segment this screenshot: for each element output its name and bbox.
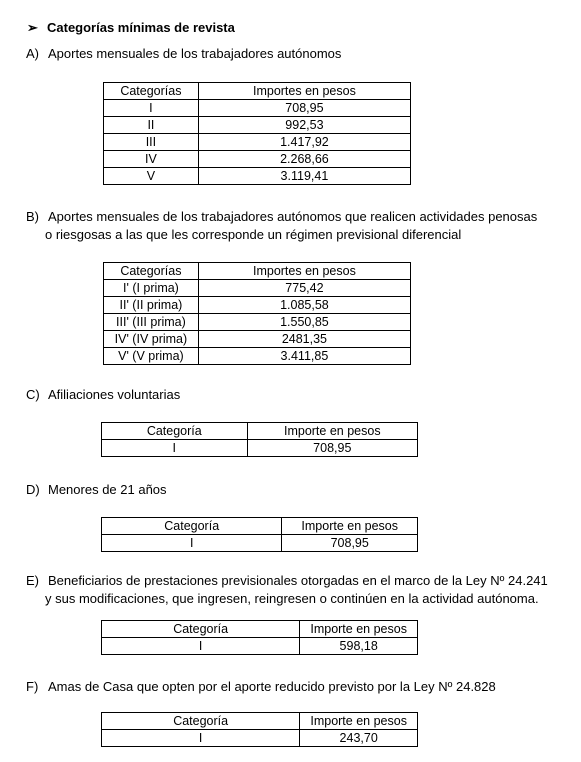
amount-cell: 708,95 bbox=[247, 440, 417, 457]
category-cell: IV bbox=[104, 151, 199, 168]
section-text-continued: y sus modificaciones, que ingresen, reingresen o continúen en la actividad autónoma. bbox=[45, 591, 539, 606]
table-header-row bbox=[102, 621, 418, 638]
table-row bbox=[102, 638, 418, 655]
section-letter: B) bbox=[26, 209, 39, 224]
table-header-row bbox=[104, 263, 411, 280]
column-header: Categoría bbox=[102, 423, 248, 440]
heading-title: Categorías mínimas de revista bbox=[47, 20, 235, 35]
section-b bbox=[26, 208, 537, 244]
table-row bbox=[104, 117, 411, 134]
column-header: Categoría bbox=[102, 621, 300, 638]
section-text: Beneficiarios de prestaciones previsionales otorgadas en el marco de la Ley Nº 24.241 bbox=[48, 573, 548, 588]
table-a bbox=[103, 82, 411, 185]
table-header-row bbox=[102, 423, 418, 440]
column-header: Categorías bbox=[104, 263, 199, 280]
category-cell: III bbox=[104, 134, 199, 151]
section-letter: E) bbox=[26, 573, 39, 588]
category-cell: I bbox=[102, 440, 248, 457]
amount-cell: 1.417,92 bbox=[198, 134, 410, 151]
section-letter: F) bbox=[26, 679, 39, 694]
category-cell: I' (I prima) bbox=[104, 280, 199, 297]
section-letter: C) bbox=[26, 387, 40, 402]
table-f bbox=[101, 712, 418, 747]
table-d bbox=[101, 517, 418, 552]
category-cell: II bbox=[104, 117, 199, 134]
section-text-continued: o riesgosas a las que les corresponde un régimen previsional diferencial bbox=[45, 227, 462, 242]
section-e bbox=[26, 572, 548, 608]
table-row bbox=[102, 535, 418, 552]
amount-cell: 243,70 bbox=[300, 730, 418, 747]
column-header: Categoría bbox=[102, 713, 300, 730]
section-text: Amas de Casa que opten por el aporte reducido previsto por la Ley Nº 24.828 bbox=[48, 679, 496, 694]
category-cell: V bbox=[104, 168, 199, 185]
amount-cell: 708,95 bbox=[282, 535, 418, 552]
category-cell: III' (III prima) bbox=[104, 314, 199, 331]
category-cell: II' (II prima) bbox=[104, 297, 199, 314]
column-header: Categorías bbox=[104, 83, 199, 100]
table-header-row bbox=[104, 83, 411, 100]
page-heading bbox=[27, 20, 235, 36]
section-text: Aportes mensuales de los trabajadores autónomos que realicen actividades penosas bbox=[48, 209, 538, 224]
column-header: Importe en pesos bbox=[282, 518, 418, 535]
category-cell: IV' (IV prima) bbox=[104, 331, 199, 348]
category-cell: I bbox=[102, 535, 282, 552]
column-header: Importes en pesos bbox=[198, 83, 410, 100]
column-header: Categoría bbox=[102, 518, 282, 535]
column-header: Importe en pesos bbox=[247, 423, 417, 440]
section-text: Aportes mensuales de los trabajadores autónomos bbox=[48, 46, 342, 61]
amount-cell: 708,95 bbox=[198, 100, 410, 117]
table-b bbox=[103, 262, 411, 365]
section-text: Afiliaciones voluntarias bbox=[48, 387, 181, 402]
section-f bbox=[26, 678, 496, 696]
table-row bbox=[104, 168, 411, 185]
table-row bbox=[104, 280, 411, 297]
section-letter: D) bbox=[26, 482, 40, 497]
amount-cell: 2481,35 bbox=[198, 331, 410, 348]
category-cell: V' (V prima) bbox=[104, 348, 199, 365]
section-a bbox=[26, 45, 341, 63]
amount-cell: 1.085,58 bbox=[198, 297, 410, 314]
table-header-row bbox=[102, 713, 418, 730]
category-cell: I bbox=[104, 100, 199, 117]
section-c bbox=[26, 386, 180, 404]
column-header: Importes en pesos bbox=[198, 263, 410, 280]
column-header: Importe en pesos bbox=[300, 713, 418, 730]
table-row bbox=[104, 151, 411, 168]
category-cell: I bbox=[102, 730, 300, 747]
section-text: Menores de 21 años bbox=[48, 482, 167, 497]
table-row bbox=[104, 297, 411, 314]
table-row bbox=[104, 348, 411, 365]
amount-cell: 598,18 bbox=[300, 638, 418, 655]
section-d bbox=[26, 481, 167, 499]
table-row bbox=[102, 440, 418, 457]
table-c bbox=[101, 422, 418, 457]
table-row bbox=[104, 331, 411, 348]
column-header: Importe en pesos bbox=[300, 621, 418, 638]
table-row bbox=[104, 134, 411, 151]
table-e bbox=[101, 620, 418, 655]
table-header-row bbox=[102, 518, 418, 535]
amount-cell: 775,42 bbox=[198, 280, 410, 297]
section-letter: A) bbox=[26, 46, 39, 61]
amount-cell: 3.119,41 bbox=[198, 168, 410, 185]
table-row bbox=[104, 100, 411, 117]
amount-cell: 1.550,85 bbox=[198, 314, 410, 331]
amount-cell: 992,53 bbox=[198, 117, 410, 134]
amount-cell: 2.268,66 bbox=[198, 151, 410, 168]
amount-cell: 3.411,85 bbox=[198, 348, 410, 365]
table-row bbox=[104, 314, 411, 331]
table-row bbox=[102, 730, 418, 747]
category-cell: I bbox=[102, 638, 300, 655]
arrow-bullet-icon: ➢ bbox=[27, 20, 38, 35]
